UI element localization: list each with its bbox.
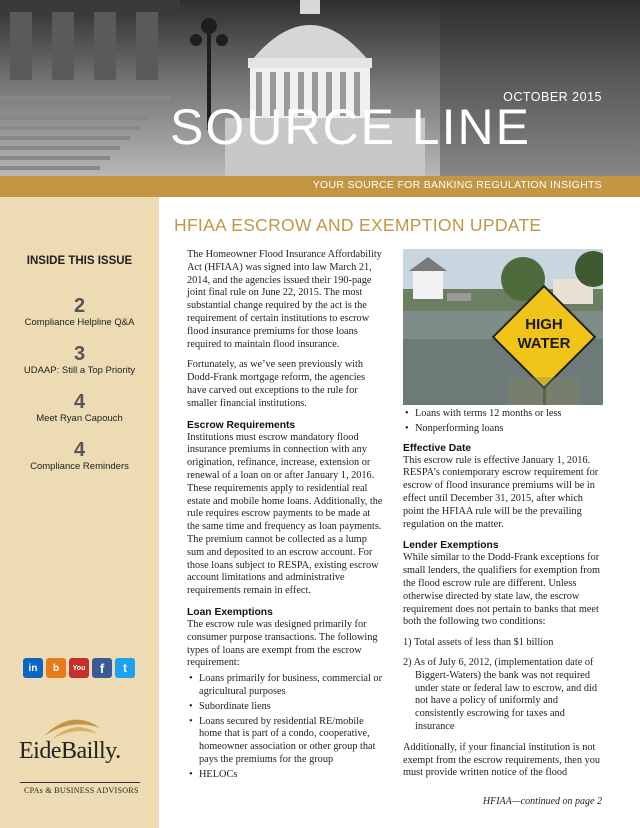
sign-text-high: HIGH: [525, 316, 563, 333]
toc-item[interactable]: [0, 440, 159, 472]
linkedin-icon[interactable]: in: [23, 658, 43, 678]
toc-label: UDAAP: Still a Top Priority: [23, 365, 136, 376]
logo-subtitle: CPAs & BUSINESS ADVISORS: [24, 786, 139, 795]
toc-label: Compliance Reminders: [30, 461, 129, 472]
toc-item[interactable]: [0, 344, 159, 376]
list-item: • Subordinate liens: [187, 701, 384, 714]
facebook-icon[interactable]: f: [92, 658, 112, 678]
closing-paragraph: Additionally, if your financial institution is not exempt from the escrow requirements, then you must provide written notice of the flood: [403, 741, 601, 779]
effective-date-heading: Effective Date: [403, 442, 472, 454]
toc-label: Meet Ryan Capouch: [36, 413, 123, 424]
loan-exemptions-heading: Loan Exemptions: [187, 606, 273, 618]
logo-divider: [20, 782, 140, 783]
list-item: • Loans primarily for business, commercial or agricultural purposes: [187, 673, 384, 699]
list-item: 1) Total assets of less than $1 billion: [403, 637, 554, 649]
article-column-right: [403, 408, 603, 788]
sign-text-water: WATER: [517, 335, 571, 352]
effective-date-paragraph: This escrow rule is effective January 1, 2016. RESPA’s contemporary escrow requirement for escrow of flood insurance premiums will be in effect until December 31, 2015, after which point the HFIAA rule will be the prevailing regulation on the matter.: [403, 454, 599, 530]
twitter-icon[interactable]: t: [115, 658, 135, 678]
toc-page-number: 2: [73, 295, 86, 317]
toc-page-number: 4: [73, 391, 86, 413]
continued-link[interactable]: HFIAA—continued on page 2: [482, 796, 602, 807]
newsletter-title: SOURCE LINE: [170, 99, 531, 155]
lender-exemptions-heading: Lender Exemptions: [403, 540, 499, 552]
list-item: • Nonperforming loans: [403, 423, 603, 436]
flood-photo: [403, 249, 603, 405]
header-banner: [0, 0, 640, 178]
article-headline: HFIAA ESCROW AND EXEMPTION UPDATE: [174, 215, 542, 235]
loan-exemptions-list: [187, 673, 384, 781]
intro-paragraph: Fortunately, as we’ve seen previously with Dodd-Frank mortgage reform, the agencies have carved out exceptions to the rule for smaller financial institutions.: [187, 359, 366, 409]
list-item: 2) As of July 6, 2012, (implementation date of Biggert-Waters) the bank was not required under state or federal law to escrow, and did not have a policy of uniformly and consistently escrowing for taxes and insurance: [403, 656, 598, 732]
toc-label: Compliance Helpline Q&A: [24, 317, 135, 328]
list-item: • Loans with terms 12 months or less: [403, 408, 603, 421]
toc-item[interactable]: [0, 392, 159, 424]
lender-exemptions-paragraph: While similar to the Dodd-Frank exceptions for small lenders, the qualifiers for exemption from the flood escrow rule are different. Unless otherwise directed by state law, the escrow requirement does not pertain to banks that meet both the following two conditions:: [403, 552, 601, 628]
intro-paragraph: The Homeowner Flood Insurance Affordability Act (HFIAA) was signed into law March 21, 2014, and the agencies issued their 190-page joint final rule on June 22, 2015. The most substantial change required by the act is the requirement of certain institutions to escrow flood insurance premiums for those loans required to maintain flood insurance.: [187, 249, 382, 350]
loan-exemptions-list-continued: [403, 408, 603, 436]
list-item: • HELOCs: [187, 769, 384, 782]
toc-page-number: 3: [73, 343, 86, 365]
inside-issue-heading: INSIDE THIS ISSUE: [26, 255, 133, 267]
list-item: • Loans secured by residential RE/mobile home that is part of a condo, cooperative, homeowner association or other group that pays the premiums for the group: [187, 716, 384, 767]
toc-page-number: 4: [73, 439, 86, 461]
toc-item[interactable]: [0, 296, 159, 328]
youtube-icon[interactable]: You: [69, 658, 89, 678]
escrow-paragraph: Institutions must escrow mandatory flood insurance premiums in connection with any origination, refinance, increase, extension or renewal of a loan on or after January 1, 2016. These requirements apply to residential real estate and mobile home loans. Additionally, the rule requires escrow payments to be made at the same time and frequency as loan payments. The premium cannot be collected as a lump sum and deposited to an escrow account. For those loans subject to RESPA, existing escrow account limitations and administrative requirements remain in effect.: [187, 431, 383, 597]
logo-wordmark: EideBailly.: [19, 738, 121, 764]
logo-swoosh-icon: [42, 712, 102, 740]
loan-exemptions-paragraph: The escrow rule was designed primarily for consumer purpose transactions. The following types of loans are exempt from the escrow requirement:: [187, 618, 378, 669]
blog-icon[interactable]: b: [46, 658, 66, 678]
tagline: YOUR SOURCE FOR BANKING REGULATION INSIGHTS: [312, 179, 602, 191]
social-links: [23, 658, 135, 678]
issue-date: OCTOBER 2015: [503, 90, 602, 104]
article-column-left: [187, 249, 384, 783]
escrow-heading: Escrow Requirements: [187, 419, 296, 431]
conditions-list: [403, 637, 603, 734]
